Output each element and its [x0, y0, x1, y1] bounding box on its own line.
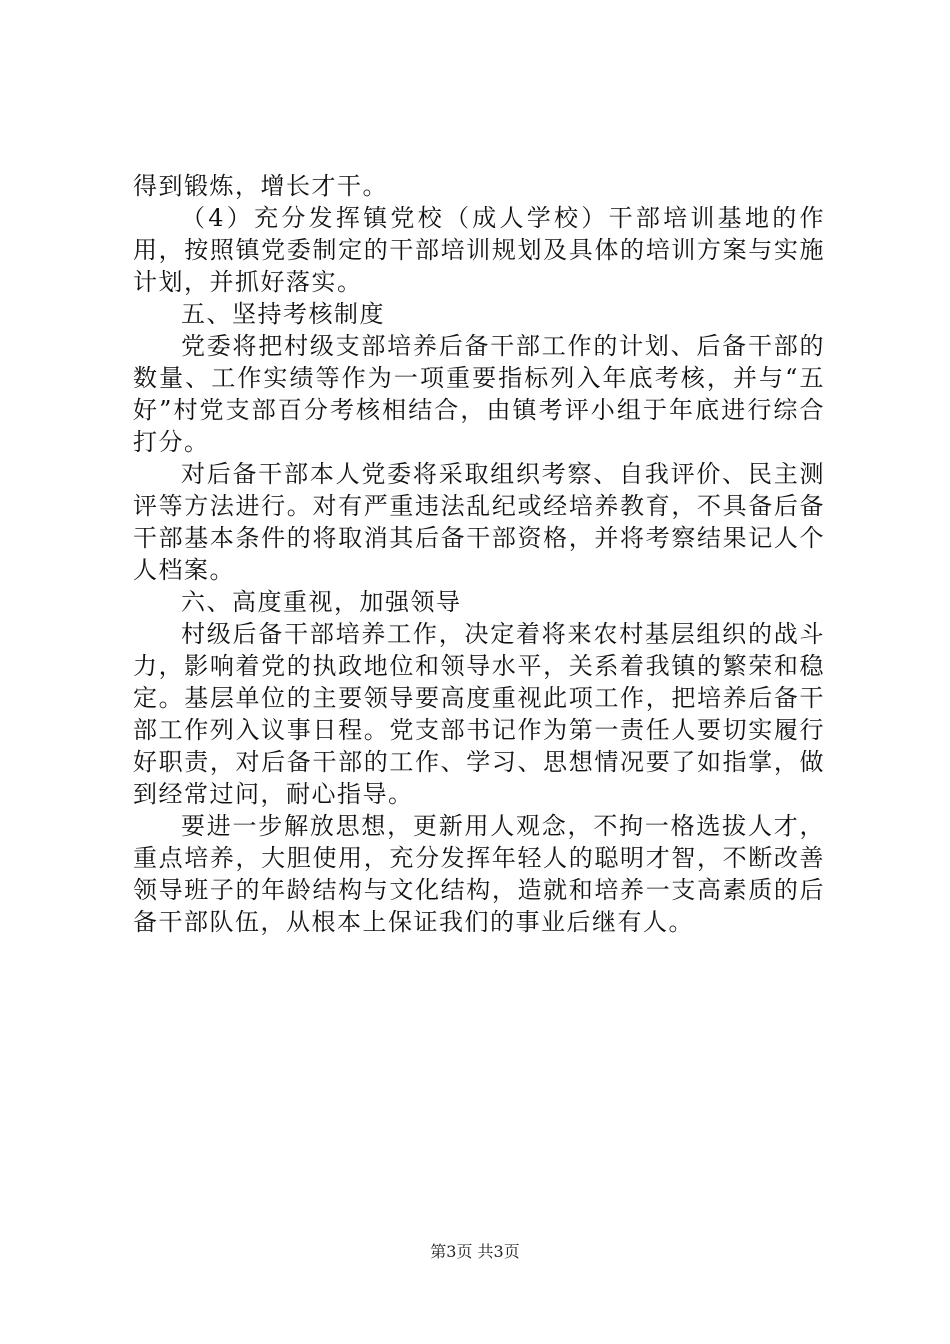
paragraph-individual-assessment: 对后备干部本人党委将采取组织考察、自我评价、民主测评等方法进行。对有严重违法乱纪或经培养教育，不具备后备干部基本条件的将取消其后备干部资格，并将考察结果记人个人档案。 [133, 460, 825, 584]
paragraph-party-committee-assessment: 党委将把村级支部培养后备干部工作的计划、后备干部的数量、工作实绩等作为一项重要指标列入年底考核，并与“五好”村党支部百分考核相结合，由镇考评小组于年底进行综合打分。 [133, 332, 825, 456]
paragraph-training-base: （4）充分发挥镇党校（成人学校）干部培训基地的作用，按照镇党委制定的干部培训规划及具体的培训方案与实施计划，并抓好落实。 [133, 204, 825, 296]
section-heading-assessment: 五、坚持考核制度 [181, 300, 385, 328]
paragraph-conclusion: 要进一步解放思想，更新用人观念，不拘一格选拔人才，重点培养，大胆使用，充分发挥年轻人的聪明才智，不断改善领导班子的年龄结构与文化结构，造就和培养一支高素质的后备干部队伍，从根本上保证我们的事业后继有人。 [133, 812, 825, 936]
paragraph-continuation: 得到锻炼，增长才干。 [133, 172, 388, 200]
paragraph-leadership-importance: 村级后备干部培养工作，决定着将来农村基层组织的战斗力，影响着党的执政地位和领导水平，关系着我镇的繁荣和稳定。基层单位的主要领导要高度重视此项工作，把培养后备干部工作列入议事日程。党支部书记作为第一责任人要切实履行好职责，对后备干部的工作、学习、思想情况要了如指掌，做到经常过问，耐心指导。 [133, 620, 825, 808]
page-number-footer: 第3页 共3页 [430, 1242, 520, 1261]
section-heading-leadership: 六、高度重视，加强领导 [181, 588, 462, 616]
document-body [133, 170, 825, 938]
